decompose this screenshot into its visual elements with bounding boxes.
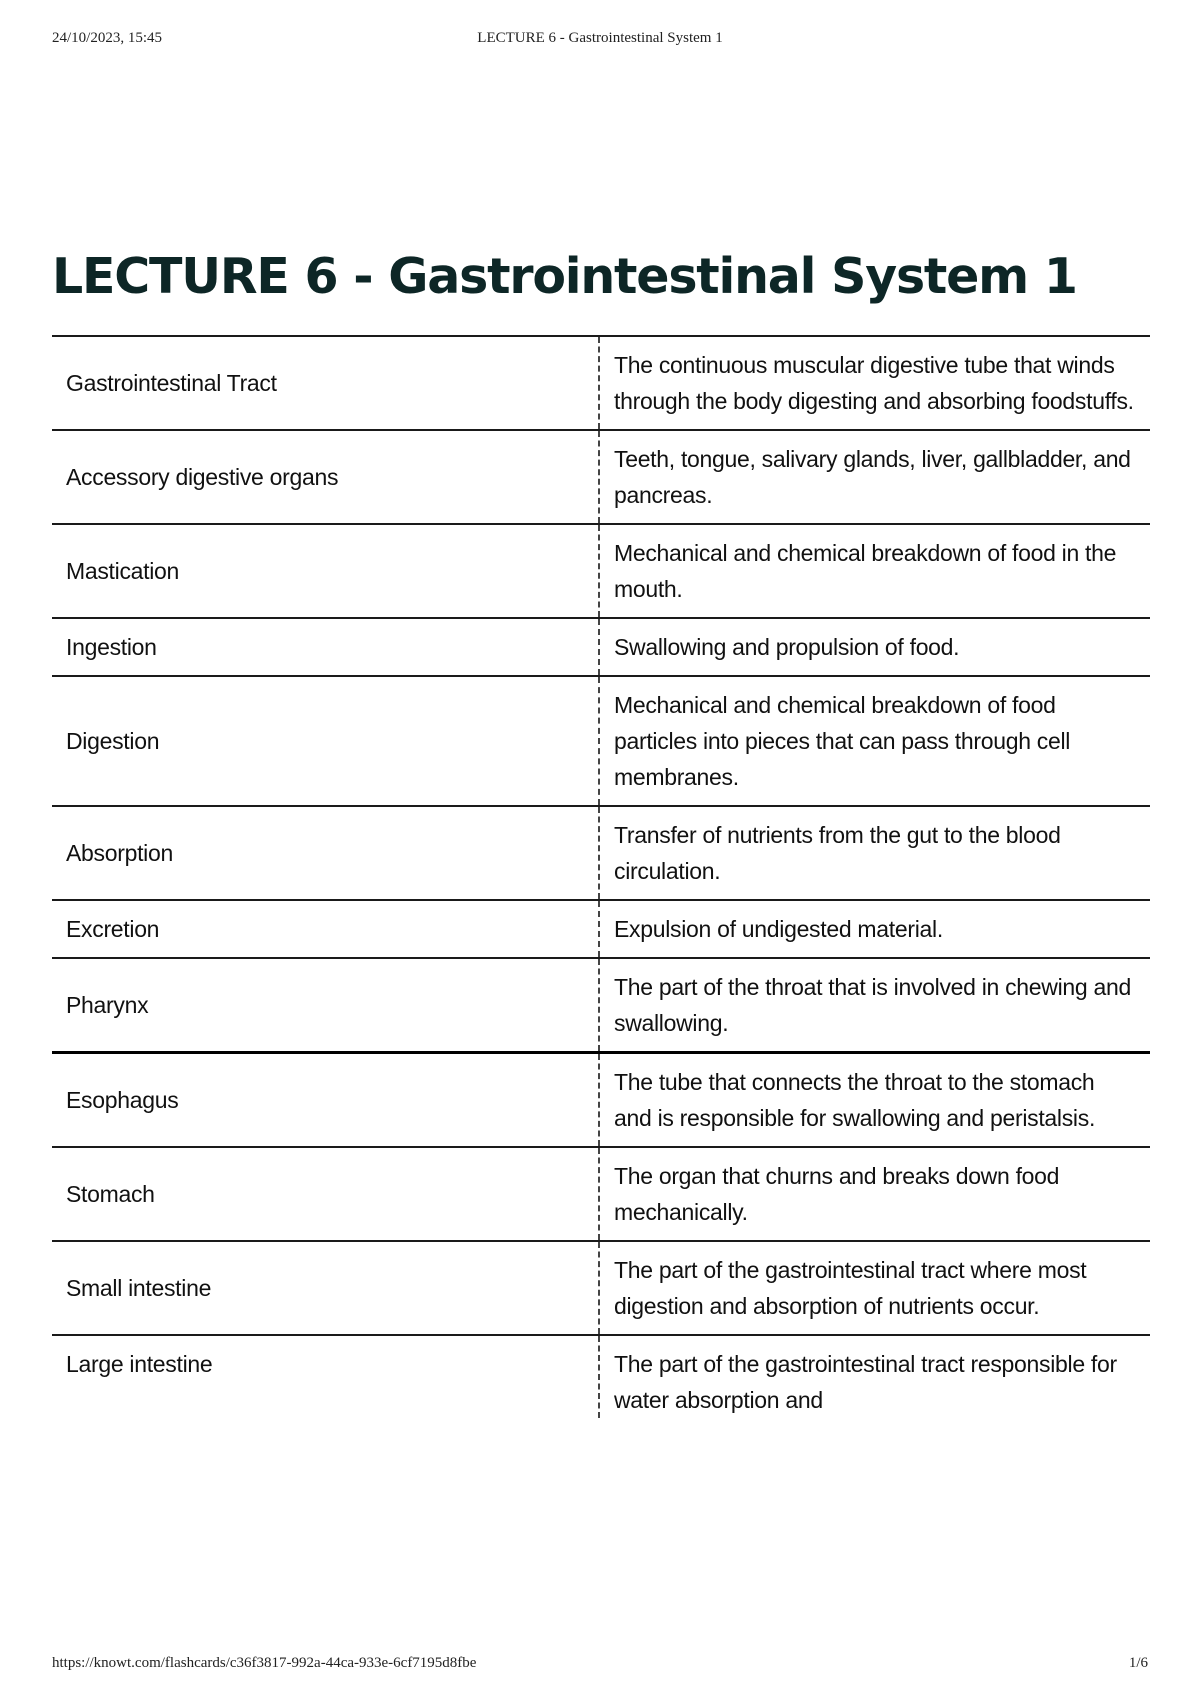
table-row: [52, 676, 1150, 806]
table-row: [52, 1241, 1150, 1335]
card-definition: Teeth, tongue, salivary glands, liver, gallbladder, and pancreas.: [614, 446, 1131, 508]
card-term: Pharynx: [52, 958, 599, 1053]
table-row: [52, 806, 1150, 900]
card-term: Small intestine: [52, 1241, 599, 1335]
print-doc-title: LECTURE 6 - Gastrointestinal System 1: [477, 30, 723, 46]
card-term: Mastication: [52, 524, 599, 618]
table-row: [52, 618, 1150, 676]
page-number: 1/6: [1128, 1655, 1148, 1671]
card-term: Ingestion: [52, 618, 599, 676]
card-definition: The part of the gastrointestinal tract responsible for water absorption and: [614, 1351, 1117, 1413]
card-definition: The continuous muscular digestive tube that winds through the body digesting and absorbing foodstuffs.: [614, 352, 1134, 414]
card-definition: The tube that connects the throat to the stomach and is responsible for swallowing and peristalsis.: [614, 1069, 1096, 1131]
card-definition: The organ that churns and breaks down food mechanically.: [614, 1163, 1060, 1225]
card-definition: The part of the gastrointestinal tract where most digestion and absorption of nutrients occur.: [614, 1257, 1087, 1319]
card-definition: Transfer of nutrients from the gut to the blood circulation.: [614, 822, 1061, 884]
card-term: Large intestine: [52, 1335, 599, 1418]
card-term: Stomach: [52, 1147, 599, 1241]
table-row: [52, 1335, 1150, 1418]
card-term: Esophagus: [52, 1053, 599, 1148]
page-title: LECTURE 6 - Gastrointestinal System 1: [52, 248, 1077, 305]
card-definition: The part of the throat that is involved in chewing and swallowing.: [614, 974, 1131, 1036]
card-term: Absorption: [52, 806, 599, 900]
table-row: [52, 524, 1150, 618]
print-footer: [52, 1655, 1148, 1675]
flashcard-table: [52, 335, 1150, 1418]
card-term: Digestion: [52, 676, 599, 806]
print-url: https://knowt.com/flashcards/c36f3817-992a-44ca-933e-6cf7195d8fbe: [52, 1655, 477, 1671]
card-term: Excretion: [52, 900, 599, 958]
card-definition: Swallowing and propulsion of food.: [614, 634, 960, 660]
card-definition: Expulsion of undigested material.: [614, 916, 943, 942]
card-term: Accessory digestive organs: [52, 430, 599, 524]
table-row: [52, 958, 1150, 1053]
card-definition: Mechanical and chemical breakdown of food particles into pieces that can pass through cell membranes.: [614, 692, 1071, 790]
table-row: [52, 900, 1150, 958]
card-term: Gastrointestinal Tract: [52, 336, 599, 430]
table-row: [52, 1053, 1150, 1148]
table-row: [52, 1147, 1150, 1241]
print-header: [52, 30, 1148, 50]
card-definition: Mechanical and chemical breakdown of food in the mouth.: [614, 540, 1117, 602]
table-row: [52, 430, 1150, 524]
print-datetime: 24/10/2023, 15:45: [52, 30, 163, 46]
table-row: [52, 336, 1150, 430]
